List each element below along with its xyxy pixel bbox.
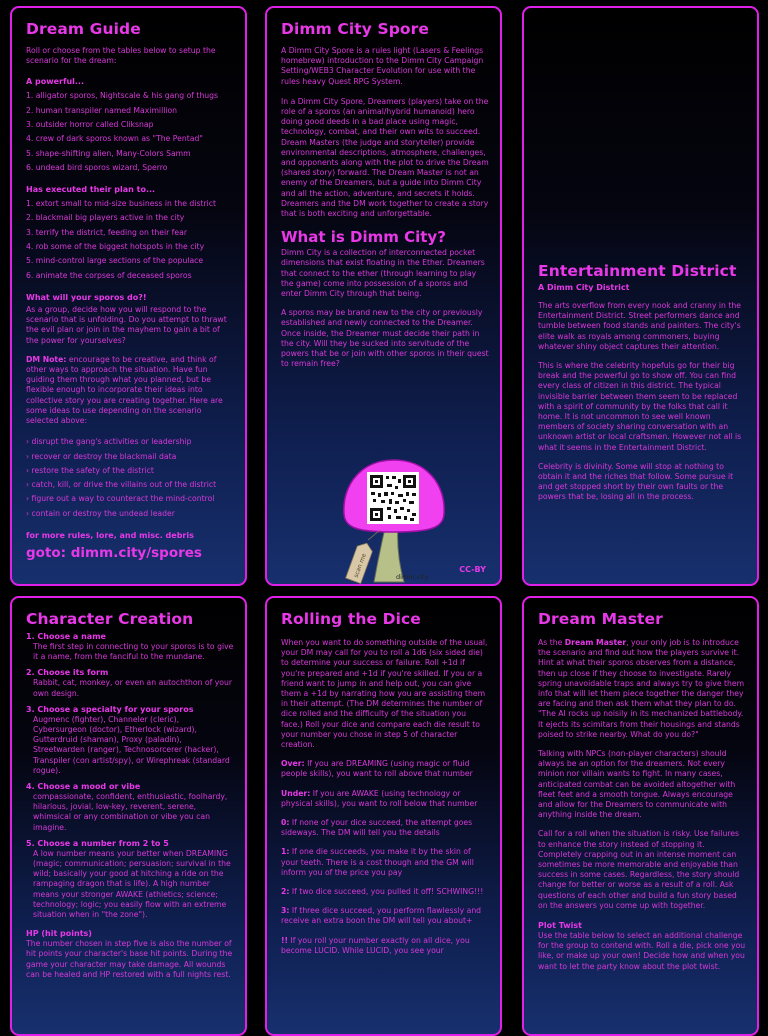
rolling-title: Rolling the Dice: [281, 610, 421, 628]
step-name: 1. Choose a name: [26, 632, 106, 641]
under-text: If you are AWAKE (using technology or physical skills), you want to roll below that number: [281, 788, 478, 808]
license-badge: CC-BY: [459, 565, 486, 574]
creation-title: Character Creation: [26, 610, 194, 628]
creation-step: [26, 782, 234, 833]
list-item: 4. crew of dark sporos known as "The Pentad": [26, 134, 203, 144]
what-text: As a group, decide how you will respond to the scenario that is unfolding. Do you attempt to thrawt the evil plan or join in the mayhem to gain a bit of the power for yourselves?: [26, 304, 227, 345]
creation-panel: [10, 596, 247, 1036]
dm-p1: [538, 638, 746, 740]
result-text: If two dice succeed, you pulled it off! SCHWING!!!: [289, 887, 484, 897]
entertainment-p2: This is where the celebrity hopefuls go for their big break and the powerful go to show off. You can find every class of citizen in this district. The typical invisible barrier between them seem to be replaced with a spirit of community by the folks that call it home. It is not uncommon to see well known members of society sharing conversation with an unknown artist or local craftsmen. However not all is what it seems in the Entertainment District.: [538, 361, 742, 452]
list-item: 5. mind-control large sections of the populace: [26, 256, 204, 266]
list-item: 5. shape-shifting alien, Many-Colors Samm: [26, 148, 191, 158]
spore-panel: [265, 6, 502, 586]
stem-text: dimm.city: [396, 573, 429, 581]
dm-p3: Call for a roll when the situation is risky. Use failures to enhance the story instead of stopping it. Completely crapping out in an intense moment can sometimes be more memorable and enjoyable than success in some cases. Regardless, the story should change for better or worse as a result of a roll. Ask questions of each other and build a fun story based on the answers you come up with together.: [538, 829, 740, 910]
list-item: 2. human transpiler named Maximillion: [26, 105, 178, 115]
dream-master-panel: [522, 596, 759, 1036]
sporos-text: A sporos may be brand new to the city or previously established and newly connected to the Dreamer. Once inside, the Dreamer must decide their path in the city. Will they be sucked into servitude of the powers that be or join with other sporos in their quest to remain free?: [281, 308, 489, 369]
dm-p2: Talking with NPCs (non-player characters) should always be an option for the dreamers. Not every minion nor villain wants to fight. In many cases, anticipated combat can be avoided altogether with fleet feet and a smooth tongue. Always encourage and allow for the Dreamers to communicate with anything inside the dream.: [538, 749, 736, 820]
step-name: 5. Choose a number from 2 to 5: [26, 838, 169, 848]
result-text: If none of your dice succeed, the attempt goes sideways. The DM will tell you the details: [281, 818, 473, 838]
list-item: › catch, kill, or drive the villains out of the district: [26, 480, 217, 490]
result-label: !!: [281, 935, 289, 945]
list-item: › restore the safety of the district: [26, 465, 154, 475]
result-label: 1:: [281, 847, 290, 857]
under-label: Under:: [281, 788, 311, 798]
result-0: [281, 818, 489, 838]
rolling-intro: When you want to do something outside of the usual, your DM may call for you to roll a 1d6 (six sided die) to determine your success or failure. Roll +1d if you're prepared and +1d if you're skilled. If you or a friend want to jump in and help out, you can give them a +1d by narrating how you are assisting them in their attempt. (The DM determines the number of dice rolled and the difficulty of the situation you face.) Roll your dice and compare each die result to your number you chose in step 5 of character creation.: [281, 638, 488, 750]
step-desc: A low number means your better when DREAMING (magic; communication; persuasion; survival in the wild; basically your good at hitching a ride on the rampaging dragon that is life). A high number means your stronger AWAKE (athletics; science; technology; logic; you easily flow with an extreme situation when in "the zone").: [33, 848, 231, 920]
creation-step: [26, 705, 234, 776]
rolling-under: [281, 789, 489, 809]
creation-step: [26, 839, 234, 920]
powerful-list: [26, 89, 234, 175]
dm-p1-post: , your only job is to introduce the scenario and find out how the players survive it. Hint at what their sporos observes from a distance, then up close if they choose to investigate. Rarely spring unavoidable traps and always try to give them info that will let them piece together the danger they are facing and then ask them what they plan to do. "The AI rocks up noisily in its mechanized battlebody. It ejects its scimitars from their housings and stands poised to strike nearby. What do you do?": [538, 638, 745, 739]
hp-text: The number chosen in step five is also the number of hit points your character's base hit points. During the game your character may take damage. All wounds can be healed and HP restored with a full nights rest.: [26, 939, 233, 979]
result-label: 0:: [281, 818, 290, 828]
over-text: If you are DREAMING (using magic or fluid people skills), you want to roll above that number: [281, 759, 473, 779]
rolling-over: [281, 759, 489, 779]
dm-note-label: DM Note:: [26, 354, 67, 364]
list-item: 6. undead bird sporos wizard, Sperro: [26, 162, 168, 172]
rolling-panel: [265, 596, 502, 1036]
entertainment-p3: Celebrity is divinity. Some will stop at nothing to obtain it and the riches that follow. Some pursue it and get stopped short by their own faults or the powers that be, losing all in the process.: [538, 461, 734, 502]
goto-link[interactable]: goto: dimm.city/spores: [26, 544, 202, 561]
step-desc: The first step in connecting to your sporos is to give it a name, from the fanciful to the mundane.: [33, 642, 234, 662]
powerful-heading: A powerful...: [26, 77, 84, 87]
dm-note-text: encourage to be creative, and think of other ways to approach the situation. Have fun guiding them through what you planned, but be flexible enough to incorporate their ideas into collective story you are creating together. Here are some ideas to use depending on the scenario selected above:: [26, 354, 223, 425]
list-item: › recover or destroy the blackmail data: [26, 451, 177, 461]
dimm-city-text: Dimm City is a collection of interconnected pocket dimensions that exist floating in the Ether. Dreamers that connect to the ether (through learning to play the game) come into possession of a sporos and enter Dimm City through that being.: [281, 248, 485, 299]
plan-heading: Has executed their plan to...: [26, 185, 156, 195]
dm-p1-bold: Dream Master: [564, 638, 627, 647]
step-name: 4. Choose a mood or vibe: [26, 782, 141, 792]
plot-twist-text: Use the table below to select an additional challenge for the group to contend with. Roll a die, pick one you like, or make up your own! Decide how and when you want to let the party know about the plot twist.: [538, 931, 746, 971]
list-item: 2. blackmail big players active in the city: [26, 213, 185, 223]
creation-step: [26, 632, 234, 662]
list-item: 1. extort small to mid-size business in the district: [26, 199, 216, 209]
entertainment-title: Entertainment District: [538, 262, 737, 280]
step-name: 3. Choose a specialty for your sporos: [26, 704, 194, 714]
step-name: 2. Choose its form: [26, 668, 109, 678]
dm-note: [26, 355, 234, 426]
result-2: [281, 887, 489, 897]
step-desc: Augmenc (fighter), Channeler (cleric), Cybersurgeon (doctor), Etherlock (wizard), Gutterdruid (shaman), Proxy (paladin), Streetwarden (ranger), Technosorcerer (hacker), Transpiler (con artist/spy), or Wirephreak (standard rogue).: [33, 714, 230, 775]
list-item: › figure out a way to counteract the mind-control: [26, 494, 215, 504]
list-item: 4. rob some of the biggest hotspots in the city: [26, 242, 205, 252]
step-desc: Rabbit, cat, monkey, or even an autochthon of your own design.: [33, 678, 233, 698]
entertainment-subtitle: A Dimm City District: [538, 283, 630, 292]
dream-master-title: Dream Master: [538, 610, 663, 628]
list-item: › disrupt the gang's activities or leadership: [26, 437, 192, 447]
step-desc: compassionate, confident, enthusiastic, foolhardy, hilarious, jovial, low-key, reverent, serene, whimsical or any combination or vibe you can imagine.: [33, 792, 228, 832]
hp-title: HP (hit points): [26, 929, 92, 939]
entertainment-panel: [522, 6, 759, 586]
result-1: [281, 847, 489, 878]
spore-title: Dimm City Spore: [281, 20, 430, 38]
plan-list: [26, 197, 234, 283]
spore-description: In a Dimm City Spore, Dreamers (players) take on the role of a sporos (an animal/hybrid humanoid) hero doing good deeds in a bad place using magic, technology, combat, and their own wits to succeed. Dream Masters (the judge and storyteller) provide environmental descriptions, atmosphere, challenges, and opponents along with the plot to drive the Dream (shared story) forward. The Dream Master is not an enemy of the Dreamers, but a guide into Dimm City and all the action, adventure, and secrets it holds. Dreamers and the DM work together to create a story that is both exciting and unforgettable.: [281, 96, 489, 219]
what-is-dimm-city-title: What is Dimm City?: [281, 228, 446, 247]
result-lucid: [281, 936, 489, 956]
result-text: If three dice succeed, you perform flawlessly and receive an extra boon the DM will tell you about+: [281, 906, 482, 926]
creation-step: [26, 668, 234, 698]
dream-guide-panel: [10, 6, 247, 586]
dream-guide-title: Dream Guide: [26, 20, 141, 38]
result-text: If you roll your number exactly on all dice, you become LUCID. While LUCID, you see your: [281, 935, 470, 955]
result-3: [281, 906, 489, 926]
price-tag: [346, 540, 375, 583]
spore-intro: A Dimm City Spore is a rules light (Lasers & Feelings homebrew) introduction to the Dimm City Campaign Setting/WEB3 Character Evolution for use with the rules heavy Quest RPG System.: [281, 46, 484, 86]
entertainment-p1: The arts overflow from every nook and cranny in the Entertainment District. Street performers dance and tumble between food stands and painters. The city's elite walk as royals among commoners, buying whatever shiny object captures their attention.: [538, 301, 741, 351]
result-label: 3:: [281, 906, 290, 916]
tag-text: scan me: [352, 552, 368, 579]
ideas-list: [26, 435, 234, 521]
list-item: 3. outsider horror called Cliksnap: [26, 120, 154, 129]
dm-p1-pre: As the: [538, 638, 565, 647]
result-label: 2:: [281, 887, 290, 897]
more-rules-text: for more rules, lore, and misc. debris: [26, 530, 194, 540]
over-label: Over:: [281, 759, 305, 769]
list-item: 6. animate the corpses of deceased sporos: [26, 270, 192, 280]
result-text: If one die succeeds, you make it by the skin of your teeth. There is a cost though and the GM will inform you of the price you pay: [281, 847, 474, 877]
list-item: › contain or destroy the undead leader: [26, 508, 175, 518]
list-item: 3. terrify the district, feeding on their fear: [26, 227, 187, 237]
plot-twist-title: Plot Twist: [538, 921, 583, 931]
dream-guide-intro: Roll or choose from the tables below to setup the scenario for the dream:: [26, 46, 216, 66]
list-item: 1. alligator sporos, Nightscale & his gang of thugs: [26, 91, 219, 101]
mushroom-qr-illustration: [334, 454, 454, 586]
what-heading: What will your sporos do?!: [26, 292, 147, 302]
